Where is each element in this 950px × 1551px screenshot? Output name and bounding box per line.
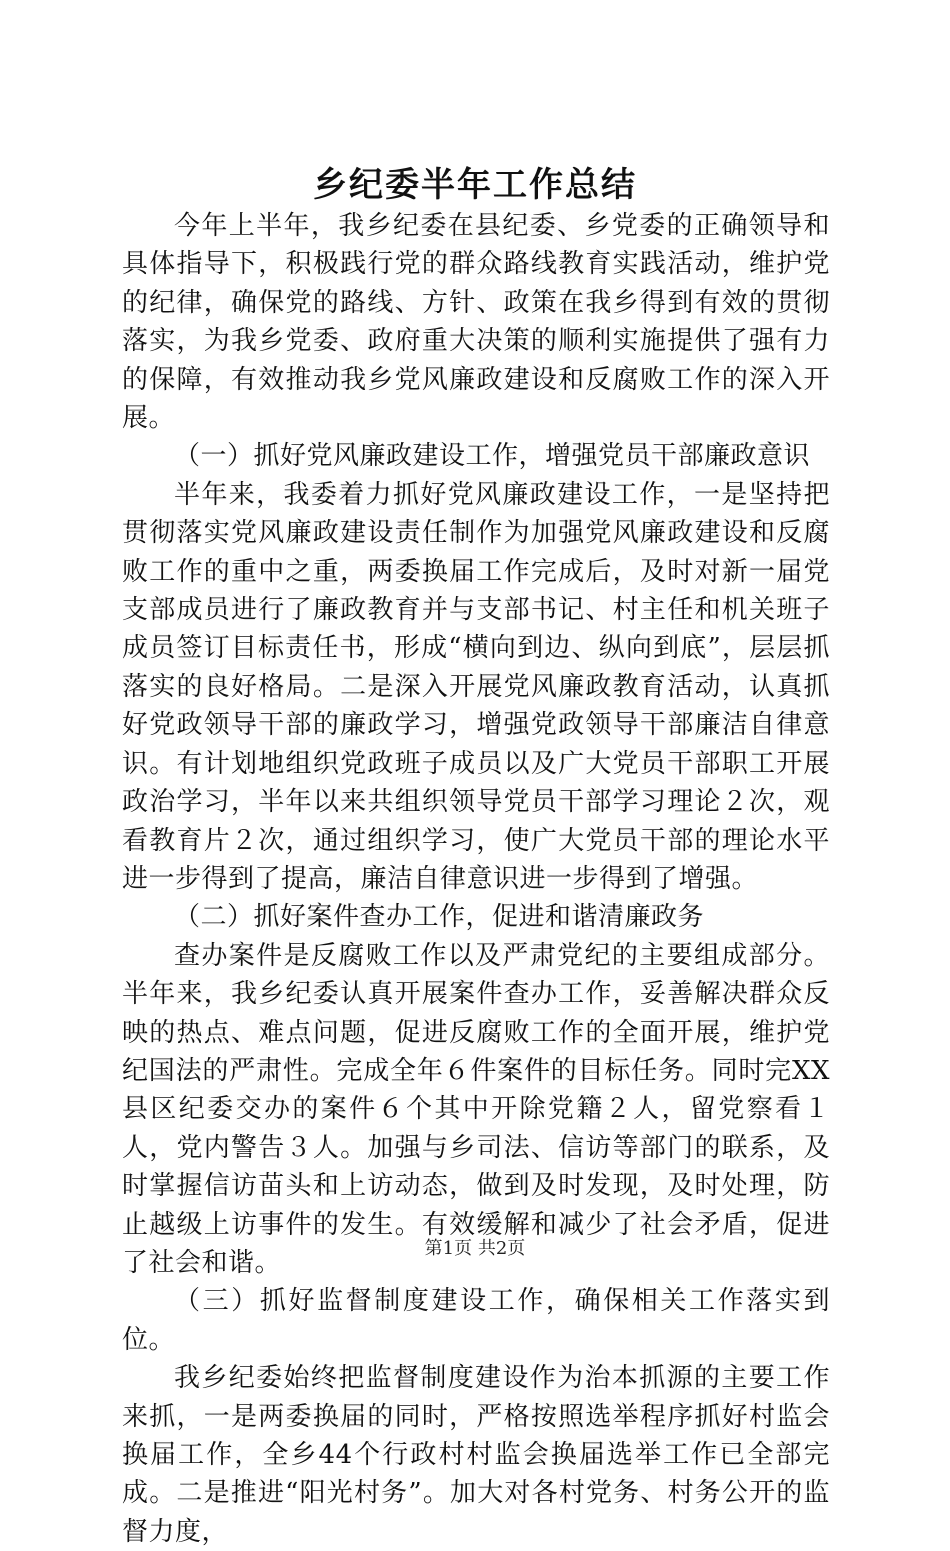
section-heading-3: （三）抓好监督制度建设工作，确保相关工作落实到位。 — [122, 1286, 830, 1355]
page-number-footer: 第1页 共2页 — [424, 1238, 526, 1259]
section-1-paragraph: 半年来，我委着力抓好党风廉政建设工作，一是坚持把贯彻落实党风廉政建设责任制作为加强党风廉政建设和反腐败工作的重中之重，两委换届工作完成后，及时对新一届党支部成员进行了廉政教育并与支部书记、村主任和机关班子成员签订目标责任书，形成“横向到边、纵向到底”，层层抓落实的良好格局。二是深入开展党风廉政教育活动，认真抓好党政领导干部的廉政学习，增强党政领导干部廉洁自律意识。有计划地组织党政班子成员以及广大党员干部职工开展政治学习，半年以来共组织领导党员干部学习理论２次，观看教育片２次，通过组织学习，使广大党员干部的理论水平进一步得到了提高，廉洁自律意识进一步得到了增强。 — [122, 479, 830, 894]
section-2-paragraph: 查办案件是反腐败工作以及严肃党纪的主要组成部分。半年来，我乡纪委认真开展案件查办工作，妥善解决群众反映的热点、难点问题，促进反腐败工作的全面开展，维护党纪国法的严肃性。完成全年６件案件的目标任务。同时完XX县区纪委交办的案件６个其中开除党籍２人，留党察看１人，党内警告３人。加强与乡司法、信访等部门的联系，及时掌握信访苗头和上访动态，做到及时发现，及时处理，防止越级上访事件的发生。有效缓解和减少了社会矛盾，促进了社会和谐。 — [122, 940, 830, 1278]
intro-paragraph: 今年上半年，我乡纪委在县纪委、乡党委的正确领导和具体指导下，积极践行党的群众路线教育实践活动，维护党的纪律，确保党的路线、方针、政策在我乡得到有效的贯彻落实，为我乡党委、政府重大决策的顺利实施提供了强有力的保障，有效推动我乡党风廉政建设和反腐败工作的深入开展。 — [122, 211, 830, 434]
document-body — [122, 207, 830, 1551]
section-heading-1: （一）抓好党风廉政建设工作，增强党员干部廉政意识 — [174, 441, 811, 472]
section-3-paragraph: 我乡纪委始终把监督制度建设作为治本抓源的主要工作来抓，一是两委换届的同时，严格按照选举程序抓好村监会换届工作，全乡44个行政村村监会换届选举工作已全部完成。二是推进“阳光村务”。加大对各村党务、村务公开的监督力度， — [122, 1363, 830, 1547]
section-heading-2: （二）抓好案件查办工作，促进和谐清廉政务 — [174, 902, 705, 933]
document-title: 乡纪委半年工作总结 — [313, 165, 637, 205]
